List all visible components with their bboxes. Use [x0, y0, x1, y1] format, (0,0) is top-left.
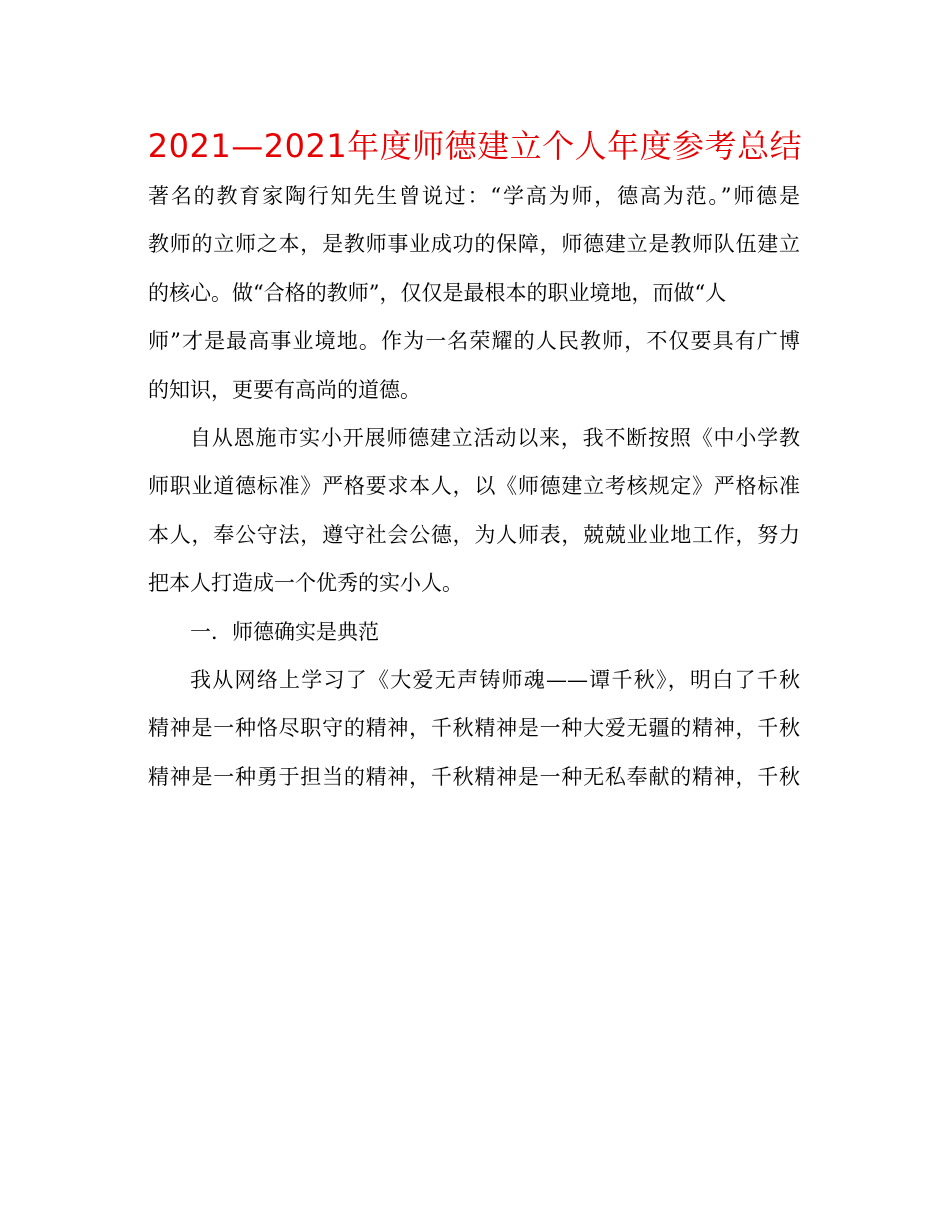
paragraph-line: 的核心。做“合格的教师”，仅仅是最根本的职业境地，而做“人 — [148, 280, 727, 305]
paragraph-line: 精神是一种恪尽职守的精神，千秋精神是一种大爱无疆的精神，千秋 — [148, 716, 800, 741]
paragraph-line: 著名的教育家陶行知先生曾说过：“学高为师，德高为范。”师德是 — [148, 184, 800, 208]
paragraph-line: 师”才是最高事业境地。作为一名荣耀的人民教师，不仅要具有广博 — [148, 329, 800, 354]
document-body — [148, 172, 800, 801]
paragraph-line: 本人，奉公守法，遵守社会公德，为人师表，兢兢业业地工作，努力 — [148, 522, 800, 547]
section-heading: 一．师德确实是典范 — [190, 619, 379, 644]
paragraph-line: 自从恩施市实小开展师德建立活动以来，我不断按照《中小学教 — [190, 425, 800, 450]
paragraph-line: 教师的立师之本，是教师事业成功的保障，师德建立是教师队伍建立 — [148, 232, 800, 257]
paragraph-line: 精神是一种勇于担当的精神，千秋精神是一种无私奉献的精神，千秋 — [148, 764, 800, 789]
paragraph-line: 我从网络上学习了《大爱无声铸师魂——谭千秋》，明白了千秋 — [190, 667, 800, 692]
paragraph-line: 师职业道德标准》严格要求本人，以《师德建立考核规定》严格标准 — [148, 474, 800, 499]
paragraph-line: 的知识，更要有高尚的道德。 — [148, 377, 421, 402]
paragraph-line: 把本人打造成一个优秀的实小人。 — [148, 571, 463, 596]
document-title: 2021—2021年度师德建立个人年度参考总结 — [147, 127, 803, 165]
